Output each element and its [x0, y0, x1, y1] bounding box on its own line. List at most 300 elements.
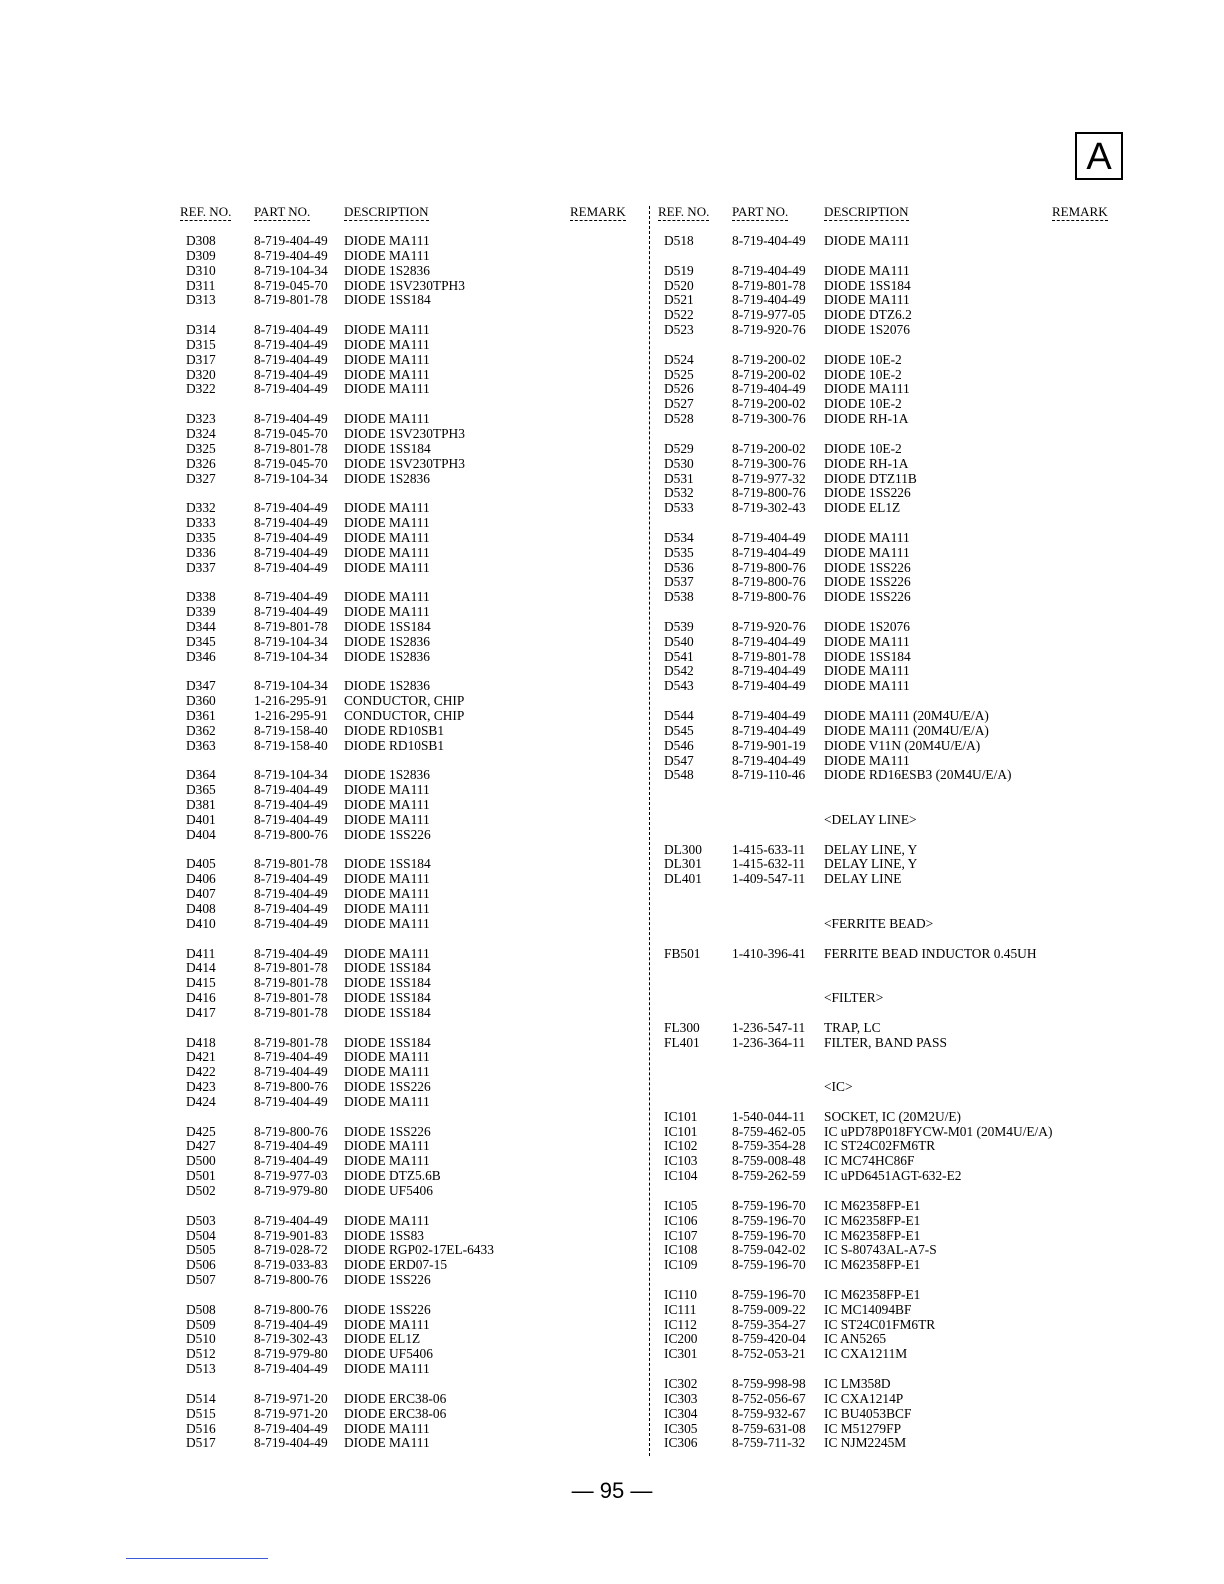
- ref-no-cell: D338: [186, 589, 216, 605]
- part-no-cell: 8-719-404-49: [254, 589, 328, 605]
- ref-no-cell: D528: [664, 411, 694, 427]
- row-spacer: [658, 932, 1128, 947]
- parts-row: [180, 1184, 640, 1199]
- parts-row: [180, 709, 640, 724]
- description-cell: DIODE 1SS226: [824, 559, 911, 575]
- part-no-cell: 8-719-404-49: [254, 233, 328, 248]
- ref-no-cell: D423: [186, 1079, 216, 1095]
- ref-no-cell: IC101: [664, 1123, 698, 1139]
- ref-no-cell: IC112: [664, 1316, 697, 1332]
- ref-no-cell: D364: [186, 767, 216, 783]
- ref-no-cell: IC108: [664, 1242, 698, 1258]
- parts-row: [658, 1036, 1128, 1051]
- ref-no-cell: D360: [186, 693, 216, 709]
- ref-no-cell: IC110: [664, 1286, 697, 1302]
- parts-row: [180, 1050, 640, 1065]
- description-cell: DIODE MA111: [344, 1212, 430, 1228]
- description-cell: IC M62358FP-E1: [824, 1257, 921, 1273]
- part-no-cell: 8-719-110-46: [732, 767, 806, 783]
- description-cell: DIODE MA111: [344, 411, 430, 427]
- parts-row: [180, 293, 640, 308]
- part-no-cell: 8-719-404-49: [254, 247, 328, 263]
- parts-row: [658, 531, 1128, 546]
- ref-no-cell: D518: [664, 233, 694, 248]
- row-spacer: [180, 664, 640, 679]
- ref-no-cell: IC106: [664, 1212, 698, 1228]
- description-cell: DIODE 1SS184: [344, 1004, 431, 1020]
- parts-row: [658, 679, 1128, 694]
- part-no-cell: 8-719-404-49: [732, 678, 806, 694]
- parts-row: [180, 1273, 640, 1288]
- ref-no-cell: IC101: [664, 1108, 698, 1124]
- part-no-cell: 8-719-302-43: [732, 500, 806, 516]
- section-heading: [658, 1080, 1128, 1095]
- part-no-cell: 8-719-104-34: [254, 470, 328, 486]
- part-no-cell: 8-719-404-49: [254, 811, 328, 827]
- row-spacer: [180, 1288, 640, 1303]
- parts-row: [658, 650, 1128, 665]
- description-cell: DIODE MA111: [344, 500, 430, 516]
- description-cell: DIODE DTZ6.2: [824, 307, 912, 323]
- description-cell: DIODE 1SS226: [344, 1272, 431, 1288]
- parts-row: [658, 501, 1128, 516]
- part-no-cell: 8-719-404-49: [732, 633, 806, 649]
- part-no-cell: 8-719-404-49: [732, 381, 806, 397]
- part-no-cell: 8-719-901-83: [254, 1227, 328, 1243]
- part-no-cell: 8-719-404-49: [732, 292, 806, 308]
- part-no-cell: 8-719-801-78: [254, 292, 328, 308]
- part-no-cell: 8-759-196-70: [732, 1212, 806, 1228]
- ref-no-cell: D405: [186, 856, 216, 872]
- parts-row: [180, 442, 640, 457]
- description-cell: FERRITE BEAD INDUCTOR 0.45UH: [824, 945, 1037, 961]
- part-no-cell: 8-719-979-80: [254, 1183, 328, 1198]
- ref-no-cell: D516: [186, 1420, 216, 1436]
- row-spacer: [180, 754, 640, 769]
- parts-row: [180, 739, 640, 754]
- parts-row: [180, 1154, 640, 1169]
- part-no-cell: 8-719-801-78: [254, 960, 328, 976]
- section-heading-label: <FERRITE BEAD>: [824, 915, 934, 931]
- parts-row: [180, 561, 640, 576]
- row-spacer: [658, 1362, 1128, 1377]
- ref-no-cell: D309: [186, 247, 216, 263]
- description-cell: DIODE 1S2836: [344, 767, 430, 783]
- ref-no-cell: D504: [186, 1227, 216, 1243]
- part-no-cell: 8-719-404-49: [254, 900, 328, 916]
- description-cell: DIODE MA111: [824, 633, 910, 649]
- part-no-cell: 1-236-364-11: [732, 1034, 806, 1050]
- description-cell: DIODE MA111: [824, 544, 910, 560]
- row-spacer: [658, 249, 1128, 264]
- parts-row: [180, 635, 640, 650]
- description-cell: DIODE MA111: [344, 811, 430, 827]
- parts-row: [658, 472, 1128, 487]
- ref-no-cell: D416: [186, 990, 216, 1006]
- ref-no-cell: D363: [186, 737, 216, 753]
- parts-row: [180, 1169, 640, 1184]
- description-cell: DIODE MA111: [344, 604, 430, 620]
- part-no-cell: 8-719-977-32: [732, 470, 806, 486]
- ref-no-cell: D381: [186, 797, 216, 813]
- description-cell: DIODE 1S2076: [824, 618, 910, 634]
- row-spacer: [658, 798, 1128, 813]
- part-no-cell: 8-719-404-49: [732, 529, 806, 545]
- part-no-cell: 8-759-196-70: [732, 1227, 806, 1243]
- row-spacer: [658, 783, 1128, 798]
- parts-row: [180, 872, 640, 887]
- ref-no-cell: D361: [186, 708, 216, 723]
- description-cell: DIODE MA111: [824, 678, 910, 694]
- part-no-cell: 8-719-404-49: [732, 262, 806, 278]
- description-cell: DIODE UF5406: [344, 1346, 433, 1362]
- part-no-cell: 8-719-404-49: [254, 411, 328, 427]
- part-no-cell: 8-719-404-49: [254, 529, 328, 545]
- part-no-cell: 8-759-262-59: [732, 1168, 806, 1184]
- description-cell: DIODE MA111: [344, 247, 430, 263]
- description-cell: IC M62358FP-E1: [824, 1227, 921, 1243]
- part-no-cell: 8-719-200-02: [732, 396, 806, 412]
- ref-no-cell: D406: [186, 871, 216, 887]
- parts-row: [180, 1436, 640, 1451]
- ref-no-cell: D418: [186, 1034, 216, 1050]
- part-no-cell: 8-719-104-34: [254, 767, 328, 783]
- description-cell: IC MC74HC86F: [824, 1153, 915, 1169]
- parts-row: [180, 1214, 640, 1229]
- ref-no-cell: D535: [664, 544, 694, 560]
- description-cell: DIODE MA111: [344, 900, 430, 916]
- description-cell: DIODE 10E-2: [824, 396, 902, 412]
- part-no-cell: 8-719-300-76: [732, 455, 806, 471]
- part-no-cell: 8-759-631-08: [732, 1420, 806, 1436]
- part-no-cell: 8-719-404-49: [254, 1316, 328, 1332]
- part-no-cell: 8-719-801-78: [254, 1004, 328, 1020]
- part-no-cell: 8-759-354-28: [732, 1138, 806, 1154]
- ref-no-cell: D323: [186, 411, 216, 427]
- ref-no-cell: D408: [186, 900, 216, 916]
- parts-row: [180, 516, 640, 531]
- ref-no-cell: D531: [664, 470, 694, 486]
- ref-no-cell: D339: [186, 604, 216, 620]
- parts-row: [658, 843, 1128, 858]
- remark-header: REMARK: [1052, 204, 1108, 219]
- part-no-cell: 8-719-800-76: [732, 589, 806, 605]
- ref-no-cell: IC306: [664, 1435, 698, 1451]
- ref-no-cell: D346: [186, 648, 216, 664]
- description-cell: DIODE MA111: [344, 1153, 430, 1169]
- ref-no-cell: D425: [186, 1123, 216, 1139]
- part-no-cell: 8-719-920-76: [732, 322, 806, 338]
- part-no-cell: 8-719-404-49: [254, 945, 328, 961]
- parts-row: [180, 590, 640, 605]
- parts-row: [180, 1080, 640, 1095]
- parts-row: [658, 1154, 1128, 1169]
- ref-no-cell: D401: [186, 811, 216, 827]
- description-cell: DIODE MA111: [344, 1361, 430, 1377]
- description-cell: DIODE EL1Z: [824, 500, 901, 516]
- parts-row: [180, 501, 640, 516]
- ref-no-cell: IC304: [664, 1405, 698, 1421]
- description-cell: DIODE MA111: [344, 1316, 430, 1332]
- part-no-cell: 1-415-633-11: [732, 841, 806, 857]
- part-no-cell: 8-719-800-76: [254, 1079, 328, 1095]
- part-no-cell: 1-236-547-11: [732, 1019, 806, 1035]
- parts-column-right: [658, 204, 1128, 1451]
- part-no-cell: 1-216-295-91: [254, 708, 328, 723]
- parts-row: [658, 264, 1128, 279]
- description-cell: DIODE MA111: [344, 336, 430, 352]
- part-no-cell: 8-719-977-03: [254, 1168, 328, 1184]
- parts-row: [180, 1392, 640, 1407]
- description-cell: DIODE 1S2836: [344, 470, 430, 486]
- part-no-cell: 8-719-404-49: [254, 559, 328, 575]
- ref-no-cell: D311: [186, 277, 216, 293]
- ref-no-cell: D512: [186, 1346, 216, 1362]
- row-spacer: [658, 1065, 1128, 1080]
- part-no-cell: 8-759-711-32: [732, 1435, 806, 1451]
- parts-row: [658, 664, 1128, 679]
- description-cell: DIODE MA111: [344, 544, 430, 560]
- description-cell: DIODE 1SV230TPH3: [344, 277, 465, 293]
- parts-row: [180, 991, 640, 1006]
- parts-row: [180, 857, 640, 872]
- description-cell: DIODE RGP02-17EL-6433: [344, 1242, 494, 1258]
- description-cell: DIODE 10E-2: [824, 366, 902, 382]
- parts-row: [658, 1229, 1128, 1244]
- part-no-cell: 8-719-404-49: [254, 336, 328, 352]
- parts-row: [658, 234, 1128, 249]
- description-cell: DIODE 1SS184: [344, 975, 431, 991]
- parts-row: [658, 293, 1128, 308]
- ref-no-cell: D326: [186, 455, 216, 471]
- ref-no-cell: D313: [186, 292, 216, 308]
- description-cell: DIODE 1SS184: [344, 990, 431, 1006]
- parts-row: [180, 902, 640, 917]
- ref-no-cell: D317: [186, 351, 216, 367]
- part-no-cell: 8-719-404-49: [254, 1093, 328, 1109]
- description-cell: DIODE MA111: [824, 663, 910, 679]
- parts-row: [658, 546, 1128, 561]
- page-number: — 95 —: [571, 1478, 653, 1503]
- part-no-cell: 8-719-404-49: [254, 1138, 328, 1154]
- row-spacer: [658, 1184, 1128, 1199]
- description-cell: IC BU4053BCF: [824, 1405, 912, 1421]
- description-cell: DIODE 1S2836: [344, 678, 430, 694]
- ref-no-cell: IC105: [664, 1197, 698, 1213]
- part-no-cell: 8-719-404-49: [254, 782, 328, 798]
- part-no-cell: 1-410-396-41: [732, 945, 806, 961]
- part-no-header: PART NO.: [254, 204, 311, 219]
- row-spacer: [180, 575, 640, 590]
- row-spacer: [180, 308, 640, 323]
- ref-no-cell: IC305: [664, 1420, 698, 1436]
- description-cell: DIODE MA111: [344, 233, 430, 248]
- footer-rule: [126, 1558, 268, 1559]
- ref-no-header: REF. NO.: [180, 204, 232, 219]
- row-spacer: [658, 338, 1128, 353]
- part-no-cell: 8-719-404-49: [254, 366, 328, 382]
- part-no-cell: 8-719-920-76: [732, 618, 806, 634]
- description-cell: DIODE 1SS184: [344, 1034, 431, 1050]
- part-no-cell: 8-719-800-76: [254, 1272, 328, 1288]
- part-no-cell: 8-719-404-49: [732, 663, 806, 679]
- ref-no-cell: D543: [664, 678, 694, 694]
- section-heading: [658, 991, 1128, 1006]
- ref-no-cell: D542: [664, 663, 694, 679]
- parts-row: [658, 1169, 1128, 1184]
- parts-row: [180, 961, 640, 976]
- parts-row: [658, 1392, 1128, 1407]
- parts-row: [180, 279, 640, 294]
- description-cell: IC uPD78P018FYCW-M01 (20M4U/E/A): [824, 1123, 1053, 1139]
- column-divider: [649, 206, 650, 1456]
- remark-header: REMARK: [570, 204, 626, 219]
- section-badge: A: [1075, 132, 1123, 180]
- parts-row: [658, 768, 1128, 783]
- description-cell: IC uPD6451AGT-632-E2: [824, 1168, 962, 1184]
- part-no-cell: 8-759-462-05: [732, 1123, 806, 1139]
- part-no-cell: 8-752-053-21: [732, 1346, 806, 1362]
- description-cell: DIODE 1SS184: [344, 292, 431, 308]
- parts-row: [180, 887, 640, 902]
- part-no-cell: 8-719-404-49: [254, 322, 328, 338]
- parts-row: [180, 798, 640, 813]
- parts-row: [180, 382, 640, 397]
- description-cell: DIODE 1SV230TPH3: [344, 425, 465, 441]
- description-cell: DIODE MA111: [344, 945, 430, 961]
- parts-row: [180, 1303, 640, 1318]
- part-no-cell: 8-719-404-49: [254, 871, 328, 887]
- ref-no-cell: D509: [186, 1316, 216, 1332]
- ref-no-header: REF. NO.: [658, 204, 710, 219]
- part-no-cell: 8-719-800-76: [254, 826, 328, 842]
- parts-row: [180, 546, 640, 561]
- ref-no-cell: IC111: [664, 1301, 697, 1317]
- description-cell: DIODE ERD07-15: [344, 1257, 448, 1273]
- ref-no-cell: D514: [186, 1390, 216, 1406]
- parts-row: [180, 694, 640, 709]
- parts-row: [658, 1021, 1128, 1036]
- part-no-cell: 8-719-800-76: [732, 485, 806, 501]
- description-cell: IC LM358D: [824, 1375, 891, 1391]
- parts-row: [180, 783, 640, 798]
- description-cell: DIODE MA111: [344, 1138, 430, 1154]
- description-cell: DIODE MA111: [824, 292, 910, 308]
- part-no-cell: 8-759-998-98: [732, 1375, 806, 1391]
- parts-row: [658, 1377, 1128, 1392]
- parts-row: [658, 1139, 1128, 1154]
- row-spacer: [180, 486, 640, 501]
- parts-row: [180, 828, 640, 843]
- part-no-cell: 8-719-800-76: [732, 574, 806, 590]
- row-spacer: [658, 902, 1128, 917]
- parts-row: [180, 1422, 640, 1437]
- parts-list-right: [658, 234, 1128, 1451]
- ref-no-cell: IC104: [664, 1168, 698, 1184]
- ref-no-cell: D501: [186, 1168, 216, 1184]
- parts-row: [658, 1347, 1128, 1362]
- ref-no-cell: D310: [186, 262, 216, 278]
- parts-column-left: [180, 204, 640, 1451]
- ref-no-cell: D520: [664, 277, 694, 293]
- description-cell: DIODE RD10SB1: [344, 737, 445, 753]
- description-cell: DIODE EL1Z: [344, 1331, 421, 1347]
- description-cell: IC NJM2245M: [824, 1435, 907, 1451]
- parts-row: [658, 1243, 1128, 1258]
- parts-row: [180, 650, 640, 665]
- row-spacer: [180, 1021, 640, 1036]
- ref-no-cell: D336: [186, 544, 216, 560]
- parts-row: [180, 1407, 640, 1422]
- parts-row: [180, 1036, 640, 1051]
- part-no-cell: 8-719-404-49: [254, 1049, 328, 1065]
- part-no-cell: 8-719-200-02: [732, 440, 806, 456]
- part-no-cell: 8-759-196-70: [732, 1197, 806, 1213]
- parts-row: [658, 1436, 1128, 1451]
- description-cell: IC M62358FP-E1: [824, 1197, 921, 1213]
- ref-no-cell: D347: [186, 678, 216, 694]
- part-no-cell: 8-719-404-49: [254, 1153, 328, 1169]
- ref-no-cell: IC103: [664, 1153, 698, 1169]
- parts-row: [180, 1318, 640, 1333]
- ref-no-cell: DL301: [664, 856, 702, 872]
- part-no-cell: 8-719-404-49: [732, 233, 806, 248]
- description-cell: DIODE MA111: [344, 322, 430, 338]
- parts-row: [658, 561, 1128, 576]
- parts-row: [658, 1318, 1128, 1333]
- row-spacer: [658, 961, 1128, 976]
- ref-no-cell: D411: [186, 945, 216, 961]
- row-spacer: [658, 694, 1128, 709]
- description-cell: DIODE 1SV230TPH3: [344, 455, 465, 471]
- description-cell: DIODE 1SS83: [344, 1227, 424, 1243]
- ref-no-cell: D529: [664, 440, 694, 456]
- part-no-cell: 8-759-042-02: [732, 1242, 806, 1258]
- part-no-cell: 8-719-971-20: [254, 1405, 328, 1421]
- parts-row: [658, 575, 1128, 590]
- column-header: [180, 204, 640, 224]
- description-cell: IC M51279FP: [824, 1420, 902, 1436]
- part-no-cell: 8-719-404-49: [254, 1212, 328, 1228]
- ref-no-cell: D322: [186, 381, 216, 397]
- ref-no-cell: D510: [186, 1331, 216, 1347]
- part-no-cell: 8-759-196-70: [732, 1257, 806, 1273]
- ref-no-cell: D524: [664, 351, 694, 367]
- parts-row: [658, 279, 1128, 294]
- description-cell: DIODE MA111 (20M4U/E/A): [824, 722, 989, 738]
- ref-no-cell: D506: [186, 1257, 216, 1273]
- ref-no-cell: IC302: [664, 1375, 698, 1391]
- parts-row: [180, 457, 640, 472]
- ref-no-cell: DL401: [664, 871, 702, 887]
- ref-no-cell: D332: [186, 500, 216, 516]
- description-cell: DIODE MA111: [344, 1049, 430, 1065]
- description-cell: DIODE ERC38-06: [344, 1390, 447, 1406]
- section-heading-label: <DELAY LINE>: [824, 811, 917, 827]
- ref-no-cell: D414: [186, 960, 216, 976]
- parts-row: [180, 1243, 640, 1258]
- description-header: DESCRIPTION: [344, 204, 429, 219]
- parts-row: [658, 635, 1128, 650]
- part-no-cell: 8-719-200-02: [732, 366, 806, 382]
- description-cell: CONDUCTOR, CHIP: [344, 693, 465, 709]
- description-cell: DIODE RD10SB1: [344, 722, 445, 738]
- row-spacer: [658, 976, 1128, 991]
- parts-row: [658, 1332, 1128, 1347]
- description-cell: IC CXA1211M: [824, 1346, 908, 1362]
- part-no-cell: 8-719-404-49: [732, 752, 806, 768]
- parts-row: [658, 1407, 1128, 1422]
